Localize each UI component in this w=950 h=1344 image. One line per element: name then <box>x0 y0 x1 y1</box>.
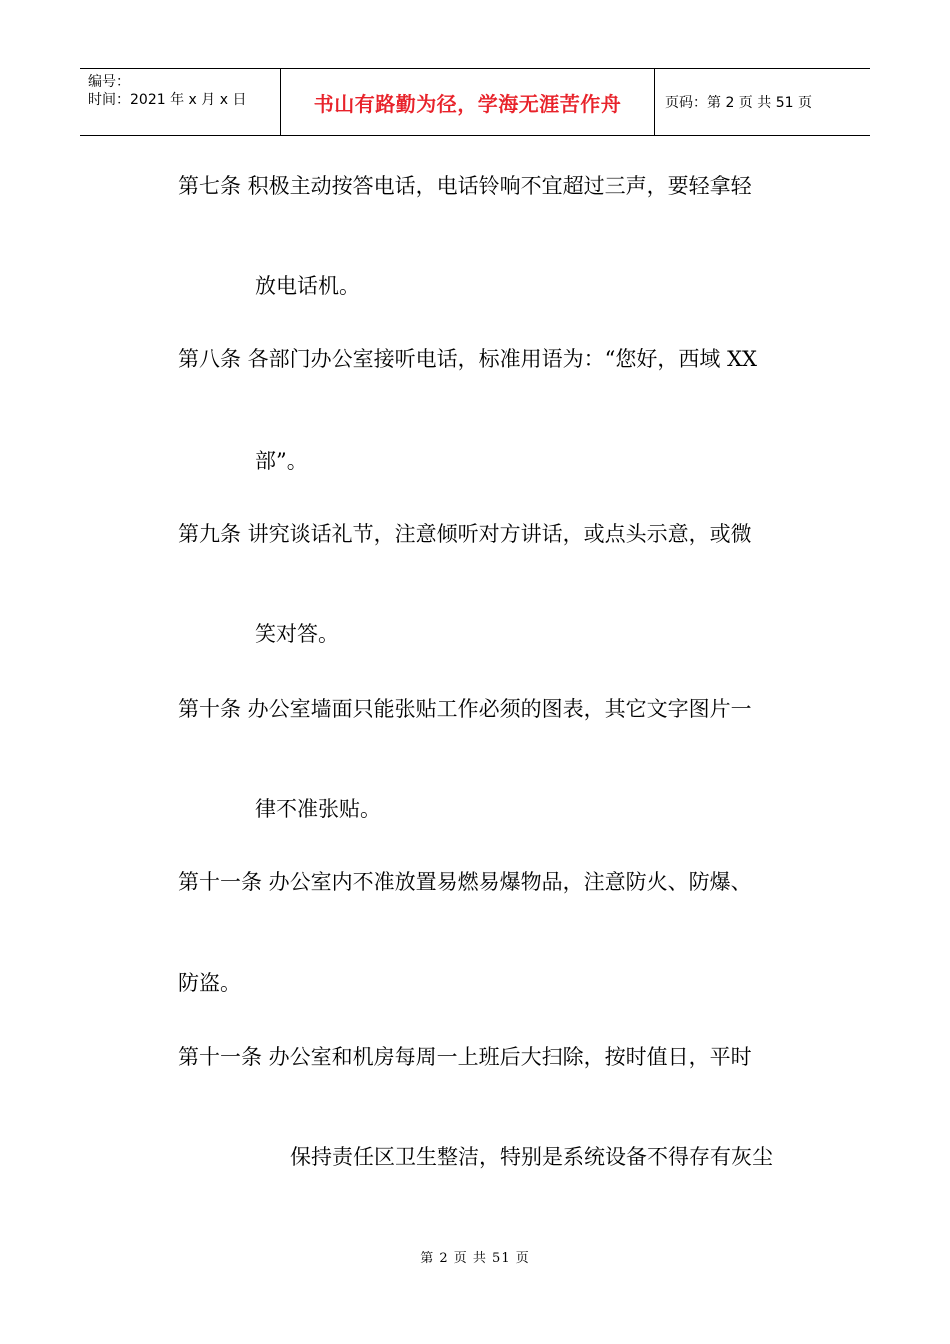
article-11b-line-1: 第十一条 办公室和机房每周一上班后大扫除，按时值日，平时 <box>178 1045 752 1069</box>
header-motto-cell <box>281 69 655 135</box>
article-11a-line-1: 第十一条 办公室内不准放置易燃易爆物品，注意防火、防爆、 <box>178 870 752 894</box>
header-page-cell <box>655 69 870 135</box>
article-9-line-2: 笑对答。 <box>255 622 339 646</box>
article-7-line-2: 放电话机。 <box>255 274 360 298</box>
document-date: 时间：2021 年 x 月 x 日 <box>88 92 247 108</box>
article-8-line-2: 部”。 <box>255 449 308 473</box>
header-motto: 书山有路勤为径，学海无涯苦作舟 <box>313 91 622 116</box>
page-header <box>80 68 870 136</box>
document-number-label: 编号： <box>88 74 130 90</box>
header-meta <box>80 69 281 135</box>
header-page-code: 页码：第 2 页 共 51 页 <box>665 95 812 111</box>
article-11b-line-2: 保持责任区卫生整洁，特别是系统设备不得存有灰尘 <box>290 1145 773 1169</box>
article-7-line-1: 第七条 积极主动按答电话，电话铃响不宜超过三声，要轻拿轻 <box>178 174 752 198</box>
page-footer <box>0 1247 950 1266</box>
footer-page-number: 第 2 页 共 51 页 <box>420 1251 530 1266</box>
article-10-line-1: 第十条 办公室墙面只能张贴工作必须的图表，其它文字图片一 <box>178 697 752 721</box>
article-8-line-1: 第八条 各部门办公室接听电话，标准用语为：“您好，西域 XX <box>178 347 757 371</box>
article-10-line-2: 律不准张贴。 <box>255 797 381 821</box>
article-11a-line-2: 防盗。 <box>178 971 241 995</box>
article-9-line-1: 第九条 讲究谈话礼节，注意倾听对方讲话，或点头示意，或微 <box>178 522 752 546</box>
